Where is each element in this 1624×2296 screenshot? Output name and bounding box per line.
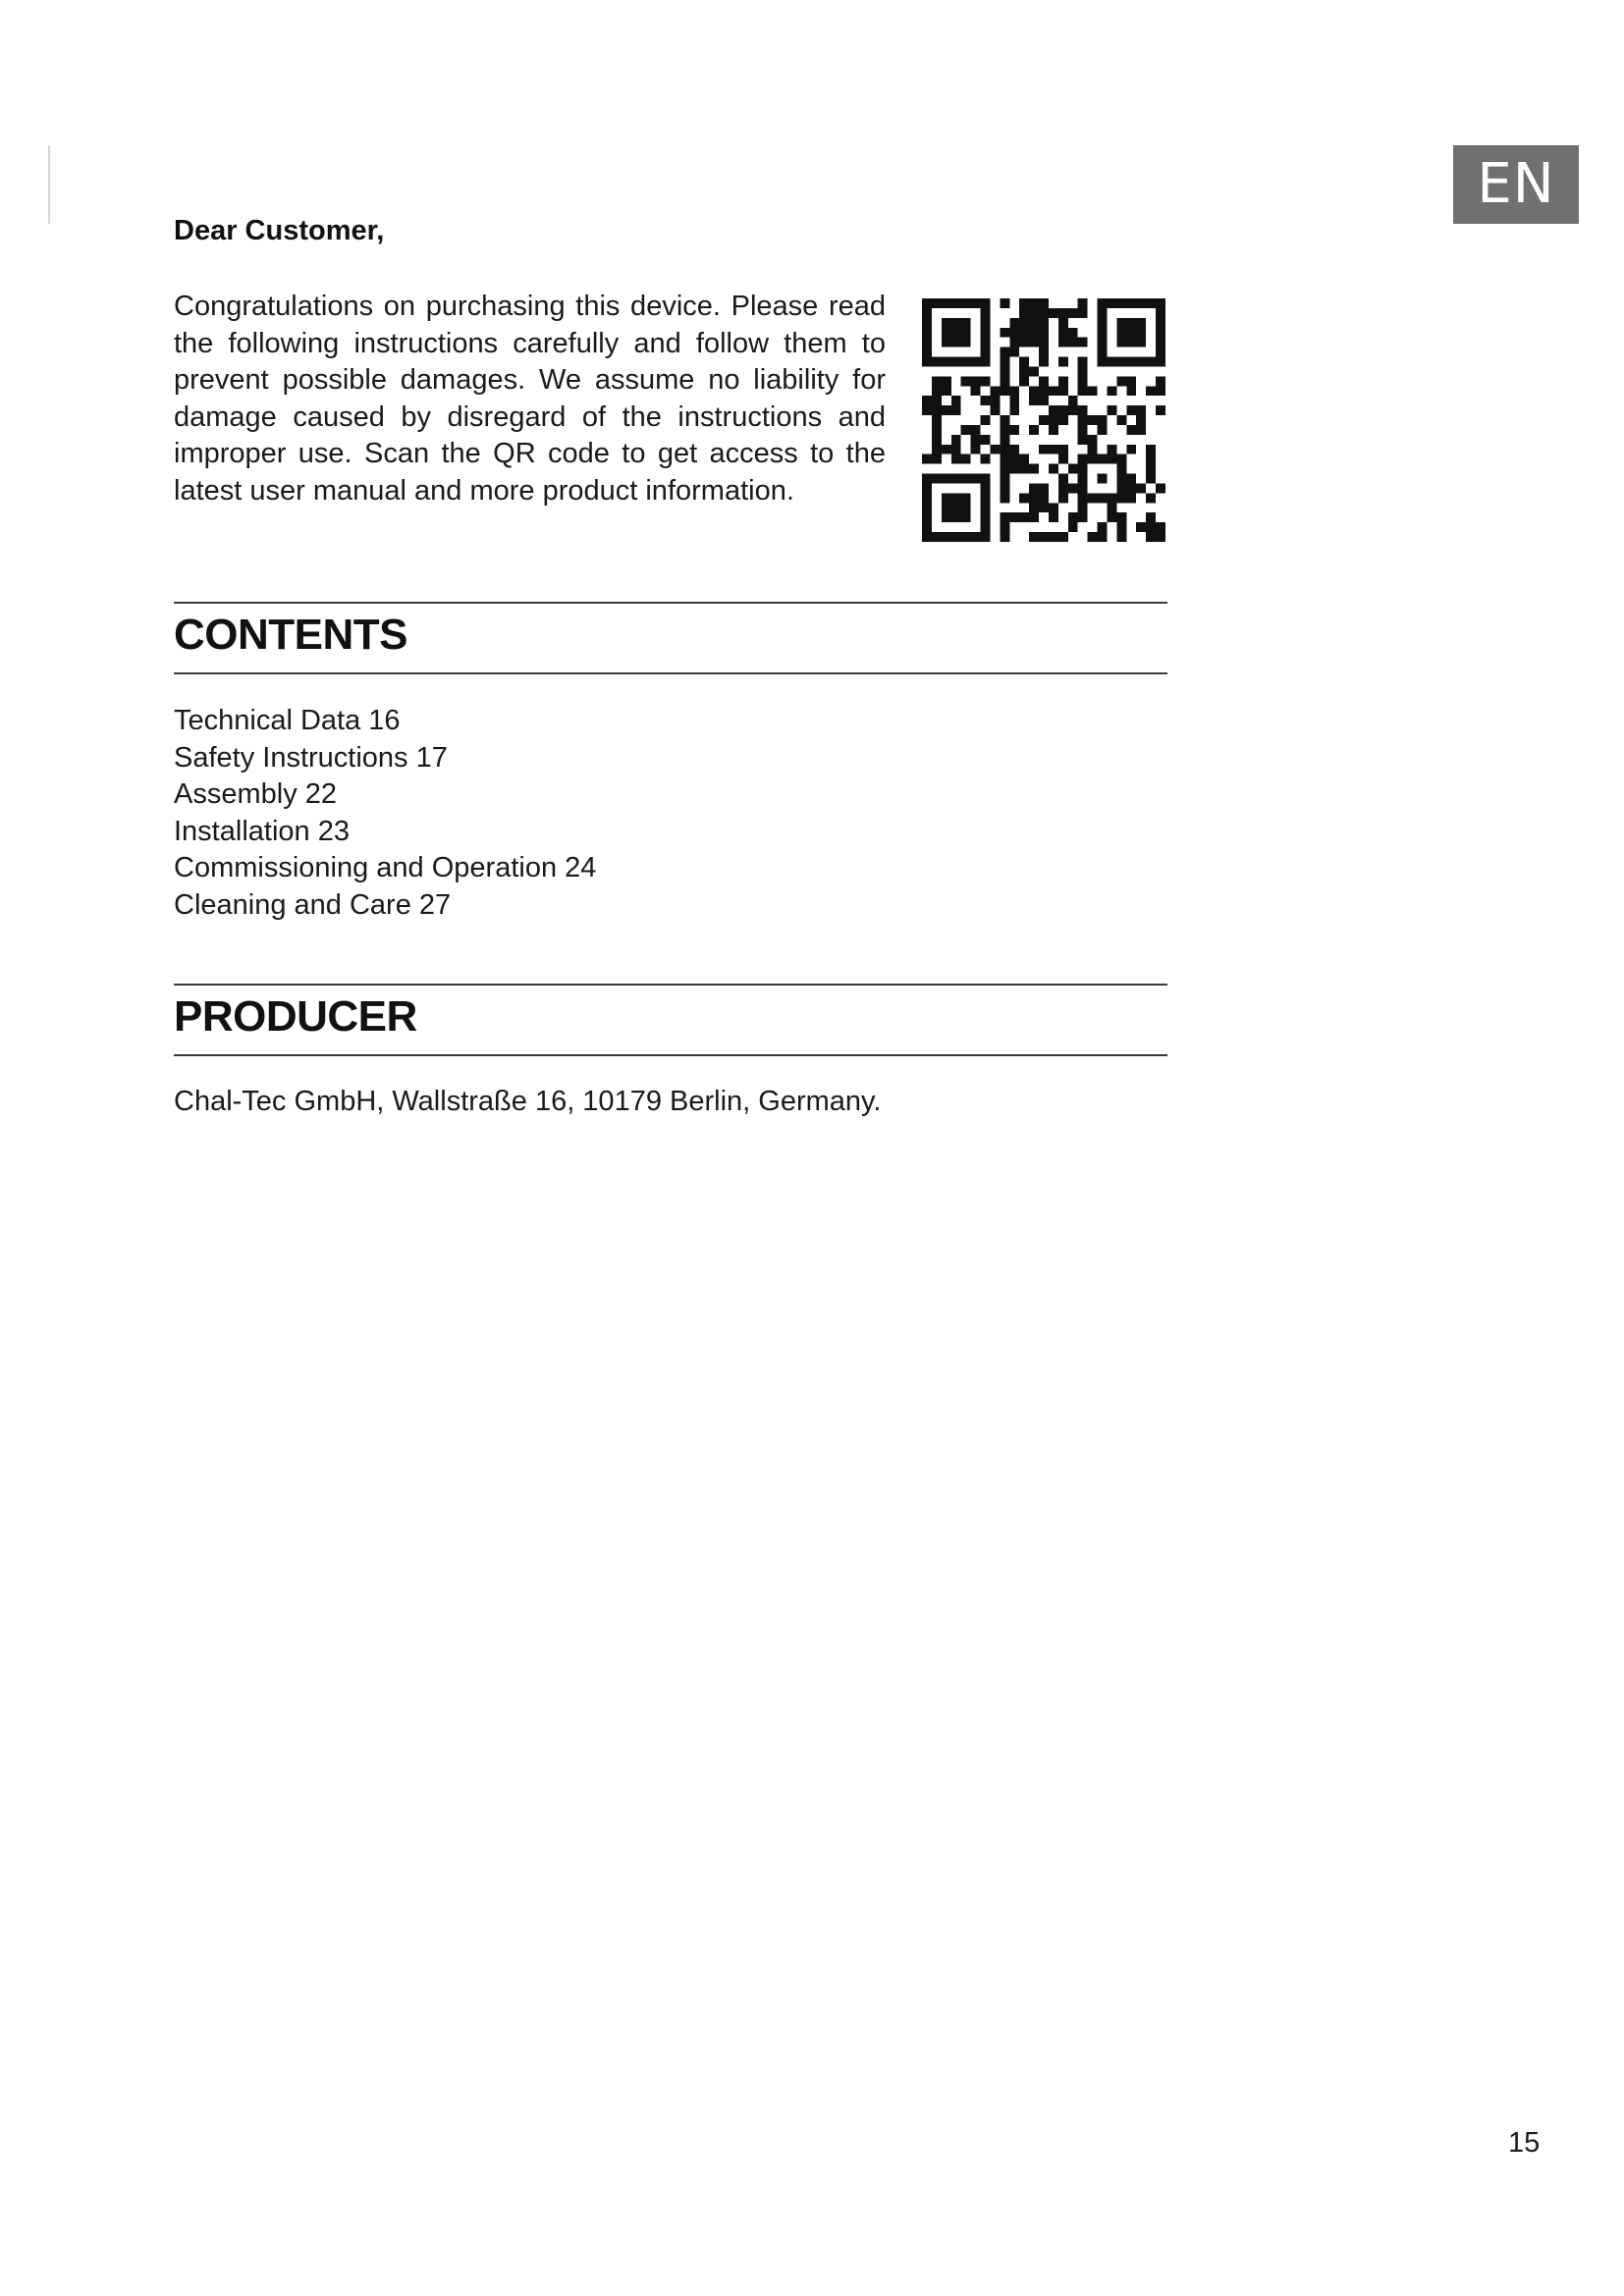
toc-item[interactable]: [174, 703, 596, 740]
intro-paragraph: Congratulations on purchasing this device. Please read the following instructions carefully and follow them to prevent possible damages. We assume no liability for damage caused by disregard of the instructions and improper use. Scan the QR code to get access to the latest user manual and more product information.: [174, 291, 886, 507]
producer-address: Chal-Tec GmbH, Wallstraße 16, 10179 Berlin, Germany.: [174, 1086, 882, 1117]
margin-line: [48, 145, 50, 224]
toc-item-label: Safety Instructions: [174, 741, 408, 774]
toc-item-label: Cleaning and Care: [174, 888, 411, 921]
toc-item[interactable]: [174, 814, 596, 851]
greeting: Dear Customer,: [174, 215, 385, 246]
toc-item[interactable]: [174, 887, 596, 925]
toc-item-label: Assembly: [174, 778, 298, 810]
toc-item-label: Installation: [174, 815, 310, 847]
divider: [174, 672, 1167, 674]
toc-item-page: 23: [317, 815, 350, 847]
toc-item-page: 22: [304, 778, 338, 810]
toc-item[interactable]: [174, 850, 596, 887]
toc-item-label: Technical Data: [174, 705, 361, 736]
page-number: 15: [1508, 2127, 1541, 2159]
divider: [174, 602, 1167, 604]
toc-item-page: 16: [368, 705, 401, 736]
divider: [174, 1054, 1167, 1056]
contents-heading: CONTENTS: [174, 611, 407, 659]
toc-item-page: 27: [418, 888, 452, 921]
toc-item-label: Commissioning and Operation: [174, 852, 558, 883]
qr-code-icon[interactable]: [922, 298, 1165, 542]
divider: [174, 984, 1167, 986]
producer-heading: PRODUCER: [174, 992, 417, 1041]
table-of-contents: [174, 703, 596, 924]
toc-item-page: 17: [415, 741, 448, 774]
toc-item-page: 24: [565, 852, 597, 883]
toc-item[interactable]: [174, 776, 596, 814]
toc-item[interactable]: [174, 740, 596, 777]
language-badge: EN: [1453, 145, 1579, 224]
